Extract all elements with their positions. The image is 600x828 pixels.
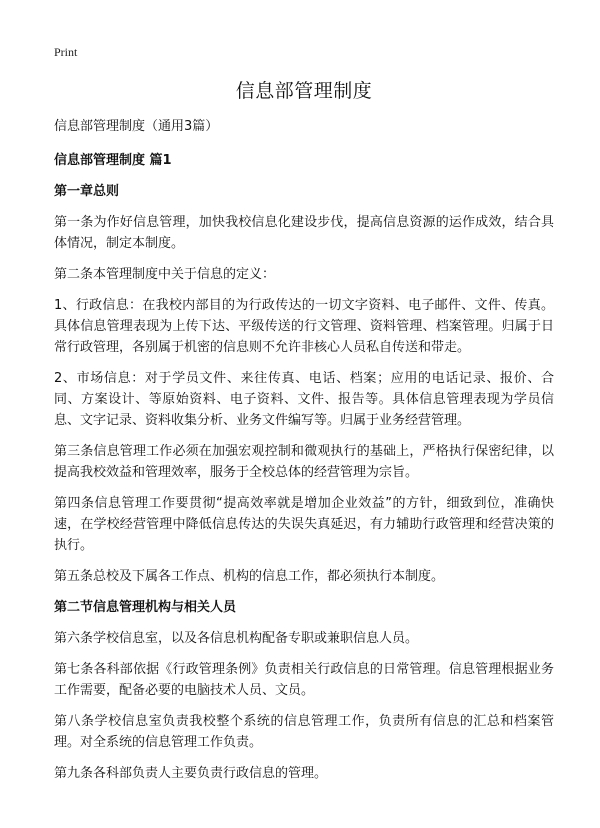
paragraph-article-1: 第一条为作好信息管理，加快我校信息化建设步伐，提高信息资源的运作成效，结合具体情况，制定本制度。 [54,215,554,251]
section-2-heading: 第二节信息管理机构与相关人员 [54,600,237,615]
paragraph-article-9: 第九条各科部负责人主要负责行政信息的管理。 [54,766,328,781]
paragraph-article-8: 第八条学校信息室负责我校整个系统的信息管理工作，负责所有信息的汇总和档案管理。对全系统的信息管理工作负责。 [54,714,554,750]
paragraph-article-7: 第七条各科部依据《行政管理条例》负责相关行政信息的日常管理。信息管理根据业务工作需要，配备必要的电脑技术人员、文员。 [54,662,554,698]
print-label: Print [54,45,78,59]
section-heading: 信息部管理制度 篇1 [54,153,172,168]
paragraph-article-6: 第六条学校信息室，以及各信息机构配备专职或兼职信息人员。 [54,631,419,646]
paragraph-article-4: 第四条信息管理工作要贯彻“提高效率就是增加企业效益”的方针，细致到位，准确快速，在学校经营管理中降低信息传达的失误失真延迟，有力辅助行政管理和经营决策的执行。 [54,496,554,553]
document-title: 信息部管理制度 [235,80,373,102]
paragraph-market-info: 2、市场信息：对于学员文件、来往传真、电话、档案；应用的电话记录、报价、合同、方案设计、等原始资料、电子资料、文件、报告等。具体信息管理表现为学员信息、文字记录、资料收集分析、业务文件编写等。归属于业务经营管理。 [54,371,554,428]
paragraph-article-2: 第二条本管理制度中关于信息的定义： [54,267,276,282]
paragraph-article-5: 第五条总校及下属各工作点、机构的信息工作，都必须执行本制度。 [54,569,445,584]
chapter-heading: 第一章总则 [54,184,120,199]
paragraph-article-3: 第三条信息管理工作必须在加强宏观控制和微观执行的基础上，严格执行保密纪律，以提高我校效益和管理效率，服务于全校总体的经营管理为宗旨。 [54,444,554,480]
paragraph-admin-info: 1、行政信息：在我校内部目的为行政传达的一切文字资料、电子邮件、文件、传真。具体信息管理表现为上传下达、平级传送的行文管理、资料管理、档案管理。归属于日常行政管理，各别属于机密的信息则不允许非核心人员私自传送和带走。 [54,298,554,355]
document-subtitle: 信息部管理制度（通用3篇） [54,119,219,134]
